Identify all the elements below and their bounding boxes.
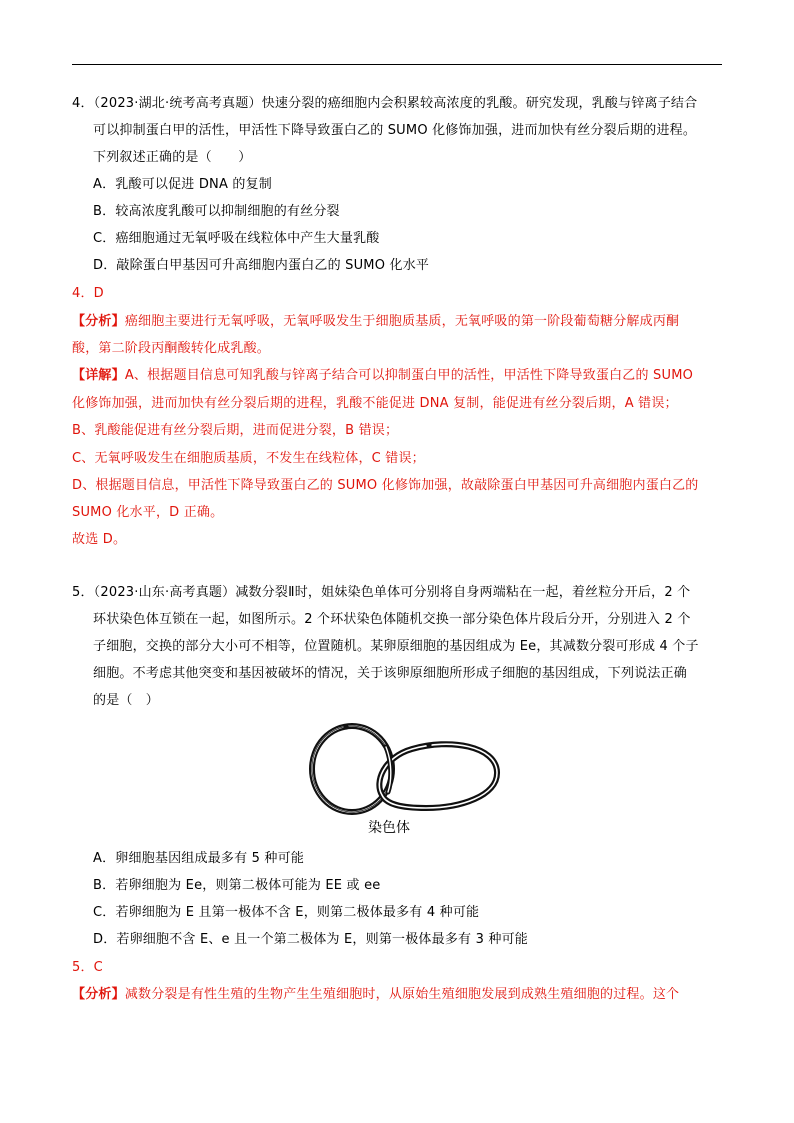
q4-analysis-line-1 — [72, 313, 679, 331]
header-rule — [72, 64, 722, 65]
centromere-dot-right — [426, 742, 431, 747]
q4-answer: 4．D — [72, 286, 104, 301]
centromere-dot-left — [343, 724, 348, 729]
q5-option-d: D．若卵细胞不含 E、e 且一个第二极体为 E，则第一极体最多有 3 种可能 — [93, 932, 528, 947]
q5-option-a: A．卵细胞基因组成最多有 5 种可能 — [93, 851, 305, 866]
q4-stem-line-1: 4．（2023·湖北·统考高考真题）快速分裂的癌细胞内会积累较高浓度的乳酸。研究发现，乳酸与锌离子结合 — [72, 96, 698, 111]
q4-option-d: D．敲除蛋白甲基因可升高细胞内蛋白乙的 SUMO 化水平 — [93, 258, 430, 273]
q4-analysis-line-2: 酸，第二阶段丙酮酸转化成乳酸。 — [72, 341, 271, 356]
q5-answer: 5．C — [72, 960, 103, 975]
q4-option-b: B．较高浓度乳酸可以抑制细胞的有丝分裂 — [93, 204, 340, 219]
q4-detail-line-6: SUMO 化水平，D 正确。 — [72, 505, 224, 520]
q4-analysis-tag: 【分析】 — [72, 314, 125, 329]
q4-stem-line-3: 下列叙述正确的是（ ） — [93, 150, 252, 165]
figure-caption: 染色体 — [368, 820, 410, 836]
q5-option-b: B．若卵细胞为 Ee，则第二极体可能为 EE 或 ee — [93, 878, 381, 893]
q4-option-c: C．癌细胞通过无氧呼吸在线粒体中产生大量乳酸 — [93, 231, 380, 246]
q5-stem-line-2: 环状染色体互锁在一起，如图所示。2 个环状染色体随机交换一部分染色体片段后分开，分别进入 2 个 — [93, 612, 691, 627]
q4-detail-line-2: 化修饰加强，进而加快有丝分裂后期的进程，乳酸不能促进 DNA 复制，能促进有丝分裂后期，A 错误； — [72, 396, 678, 411]
q4-option-a: A．乳酸可以促进 DNA 的复制 — [93, 177, 272, 192]
q5-analysis-text-1: 减数分裂是有性生殖的生物产生生殖细胞时，从原始生殖细胞发展到成熟生殖细胞的过程。这个 — [124, 987, 680, 1002]
q5-stem-line-1: 5．（2023·山东·高考真题）减数分裂Ⅱ时，姐妹染色单体可分别将自身两端粘在一起，着丝粒分开后，2 个 — [72, 585, 691, 600]
q4-detail-line-3: B、乳酸能促进有丝分裂后期，进而促进分裂，B 错误； — [72, 423, 399, 438]
q4-detail-text-1: A、根据题目信息可知乳酸与锌离子结合可以抑制蛋白甲的活性，甲活性下降导致蛋白乙的 SUMO — [124, 368, 694, 383]
q4-detail-tag: 【详解】 — [72, 368, 125, 383]
q4-detail-line-5: D、根据题目信息，甲活性下降导致蛋白乙的 SUMO 化修饰加强，故敲除蛋白甲基因可升高细胞内蛋白乙的 — [72, 478, 699, 493]
q4-analysis-text-1: 癌细胞主要进行无氧呼吸，无氧呼吸发生于细胞质基质，无氧呼吸的第一阶段葡萄糖分解成丙酮 — [124, 314, 680, 329]
q4-detail-line-4: C、无氧呼吸发生在细胞质基质，不发生在线粒体，C 错误； — [72, 451, 425, 466]
q4-detail-line-7: 故选 D。 — [72, 532, 127, 547]
q5-option-c: C．若卵细胞为 E 且第一极体不含 E，则第二极体最多有 4 种可能 — [93, 905, 480, 920]
q5-stem-line-5: 的是（ ） — [93, 693, 160, 708]
q5-stem-line-4: 细胞。不考虑其他突变和基因被破坏的情况，关于该卵原细胞所形成子细胞的基因组成，下列说法正确 — [93, 666, 688, 681]
q5-analysis-line-1 — [72, 986, 679, 1004]
interlocked-ring-chromosomes-figure — [300, 722, 510, 818]
q4-stem-line-2: 可以抑制蛋白甲的活性，甲活性下降导致蛋白乙的 SUMO 化修饰加强，进而加快有丝分裂后期的进程。 — [93, 123, 697, 138]
q4-detail-line-1 — [72, 367, 693, 385]
q5-analysis-tag: 【分析】 — [72, 987, 125, 1002]
q5-stem-line-3: 子细胞，交换的部分大小可不相等，位置随机。某卵原细胞的基因组成为 Ee，其减数分裂可形成 4 个子 — [93, 639, 699, 654]
